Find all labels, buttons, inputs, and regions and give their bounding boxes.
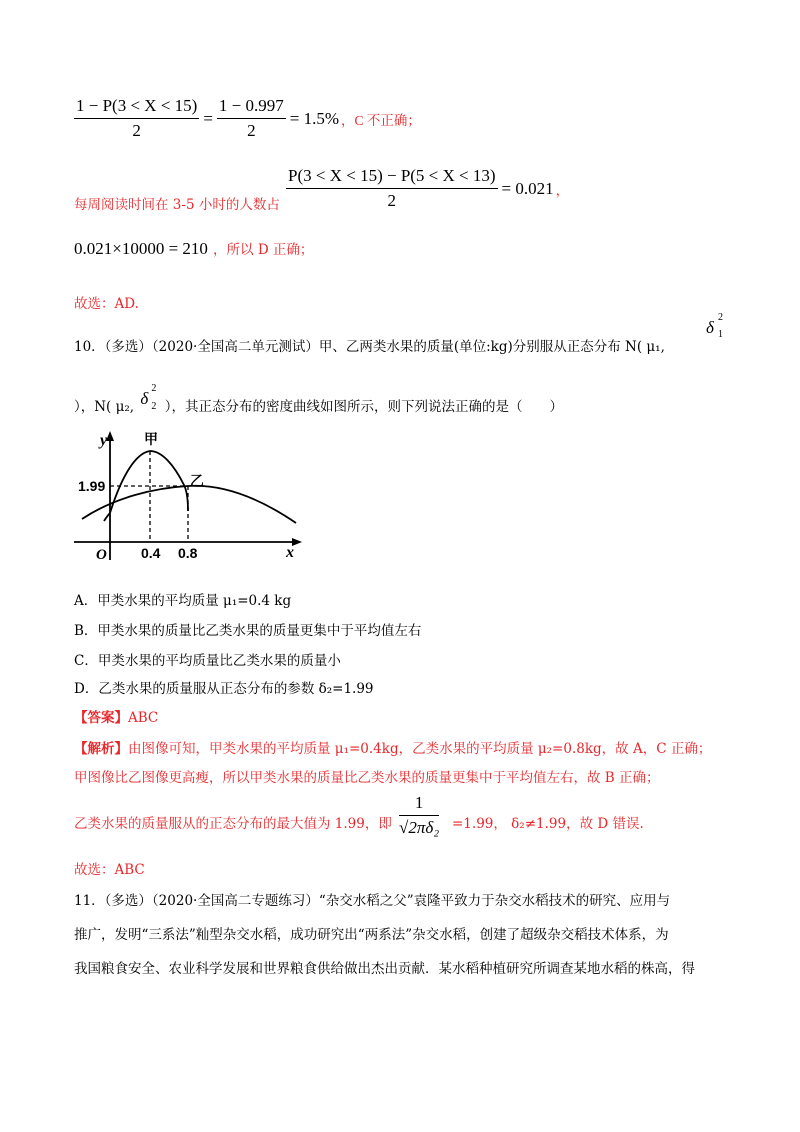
x-axis-label: x <box>286 544 294 561</box>
q10-line-2-suffix: ），其正态分布的密度曲线如图所示，则下列说法正确的是（ ） <box>164 399 563 415</box>
sigma-2-symbol: δ <box>140 389 149 408</box>
y-axis-label: y <box>100 432 108 449</box>
fraction-2-denominator: 2 <box>247 121 256 140</box>
analysis-line-1 <box>74 737 711 757</box>
analysis-line-2: 甲图像比乙图像更高瘦，所以甲类水果的质量比乙类水果的质量更集中于平均值左右，故 B 正确； <box>74 770 660 786</box>
analysis-line-3 <box>74 812 392 832</box>
sigma-1 <box>706 312 723 340</box>
curve-jia <box>110 451 188 513</box>
analysis-fraction-denominator: √2πδ₂ <box>399 818 440 837</box>
analysis-fraction-numerator: 1 <box>414 793 424 812</box>
q11-line-3: 我国粮食安全、农业科学发展和世界粮食供给做出杰出贡献．某水稻种植研究所调查某地水稻的株高，得 <box>74 961 695 977</box>
analysis-3-prefix: 乙类水果的质量服从的正态分布的最大值为 1.99，即 <box>74 816 392 832</box>
curve-yi-label: 乙 <box>190 474 204 490</box>
formula-line-1: $\frac{1 - P(3 < X < 15)}{2}$ = $\frac{1 - 0.997}{2}$ = 1.5% ，C 不正确； <box>76 96 421 140</box>
sigma-1-sub: 1 <box>718 329 723 340</box>
y-tick-label: 1.99 <box>78 478 106 494</box>
comment-3: ，所以 D 正确； <box>213 242 314 258</box>
option-b: B．甲类水果的质量比乙类水果的质量更集中于平均值左右 <box>74 623 422 639</box>
x-tick-label-2: 0.8 <box>178 545 198 561</box>
formula-line-2 <box>286 166 569 211</box>
q10-line-2 <box>74 383 563 415</box>
fraction-2-numerator: 1 − 0.997 <box>218 96 284 115</box>
analysis-text-1: 由图像可知，甲类水果的平均质量 μ₁=0.4kg，乙类水果的平均质量 μ₂=0.8kg，故 A，C 正确； <box>128 741 712 757</box>
analysis-3-suffix: =1.99， δ₂≠1.99，故 D 错误. <box>452 816 644 832</box>
origin-label: O <box>96 547 107 563</box>
sigma-1-symbol: δ <box>706 318 714 337</box>
line-2-prefix: 每周阅读时间在 3-5 小时的人数占 <box>74 197 280 213</box>
fraction-1-numerator: 1 − P(3 < X < 15) <box>76 96 198 115</box>
formula-line-3 <box>74 238 313 259</box>
fraction-3 <box>286 166 498 211</box>
result-2: = 0.021 <box>501 178 554 198</box>
sigma-2-sup: 2 <box>151 383 157 394</box>
sigma-1-sup: 2 <box>718 312 723 323</box>
result-1: = 1.5% <box>289 108 340 128</box>
sigma-2 <box>138 383 160 412</box>
x-tick-label-1: 0.4 <box>141 545 161 561</box>
formula-3: 0.021×10000 = 210 <box>74 239 208 258</box>
answer-9: 故选：AD. <box>74 296 139 312</box>
fraction-1-denominator: 2 <box>132 121 141 140</box>
analysis-tag: 【解析】 <box>74 741 128 757</box>
q11-line-2: 推广，发明“三系法”籼型杂交水稻，成功研究出“两系法”杂交水稻，创建了超级杂交稻技术体系，为 <box>74 927 669 943</box>
fraction-1 <box>74 96 199 141</box>
answer-tag: 【答案】 <box>74 710 128 726</box>
comment-1: ，C 不正确； <box>341 112 421 128</box>
q10-line-1: 10．（多选）（2020·全国高二单元测试）甲、乙两类水果的质量(单位:kg)分别服从正态分布 N( μ₁, <box>74 339 665 355</box>
option-c: C．甲类水果的平均质量比乙类水果的质量小 <box>74 653 341 669</box>
sigma-2-sub: 2 <box>151 401 157 412</box>
curve-yi <box>82 486 296 523</box>
option-a: A．甲类水果的平均质量 μ₁=0.4 kg <box>74 593 292 609</box>
fraction-2 <box>217 96 286 141</box>
analysis-3-fraction <box>399 793 439 838</box>
choice-10: 故选：ABC <box>74 862 145 878</box>
suffix-2: ， <box>555 182 570 198</box>
option-d: D．乙类水果的质量服从正态分布的参数 δ₂=1.99 <box>74 681 374 697</box>
curve-jia-label: 甲 <box>144 432 158 448</box>
q11-line-1: 11．（多选）（2020·全国高二专题练习）“杂交水稻之父”袁隆平致力于杂交水稻技术的研究、应用与 <box>74 893 671 909</box>
normal-distribution-figure <box>70 425 310 565</box>
q10-line-2-prefix: ），N( μ₂, <box>74 399 135 415</box>
answer-line <box>74 706 158 726</box>
fraction-3-denominator: 2 <box>387 191 397 210</box>
fraction-3-numerator: P(3 < X < 15) − P(5 < X < 13) <box>288 166 496 185</box>
answer-value: ABC <box>128 710 159 726</box>
